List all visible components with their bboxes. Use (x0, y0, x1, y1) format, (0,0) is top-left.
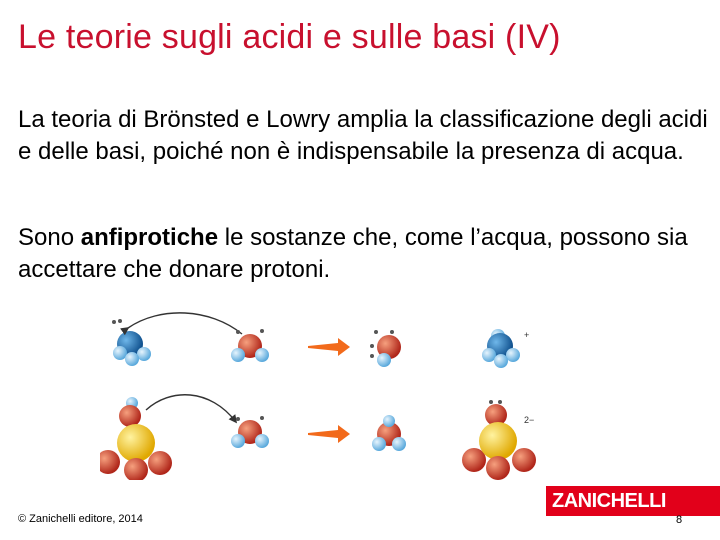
ammonium-ion (482, 329, 520, 368)
phosphate-ion (462, 400, 536, 480)
water-molecule (231, 416, 269, 448)
charge-label-ammonium: + (524, 330, 530, 340)
charge-label-phosphate: 2− (524, 415, 535, 425)
paragraph-anfiprotiche (18, 222, 708, 286)
proton-transfer-figure (100, 310, 560, 480)
water-molecule (231, 329, 269, 362)
paragraph-bronsted-lowry: La teoria di Brönsted e Lowry amplia la classificazione degli acidi e delle basi, poiché non è indispensabile la presenza di acqua. (18, 106, 708, 165)
slide-title: Le teorie sugli acidi e sulle basi (IV) (18, 18, 561, 56)
reaction-arrow (308, 425, 350, 443)
paragraph-text: Sono (18, 224, 81, 251)
zanichelli-logo: ZANICHELLI (546, 486, 720, 516)
hydrogen-phosphate-ion (100, 397, 172, 480)
page-number: 8 (676, 514, 683, 526)
copyright-text: © Zanichelli editore, 2014 (18, 513, 143, 525)
proton-transfer-curve (146, 395, 236, 422)
reaction-arrow (308, 338, 350, 356)
paragraph-text: le sostanze che, come l’acqua, possono sia accettare che donare protoni. (18, 224, 688, 283)
hydroxide-ion (370, 330, 401, 367)
term-anfiprotiche: anfiprotiche (80, 224, 219, 251)
hydronium-ion (372, 415, 406, 451)
proton-transfer-curve (128, 313, 242, 334)
